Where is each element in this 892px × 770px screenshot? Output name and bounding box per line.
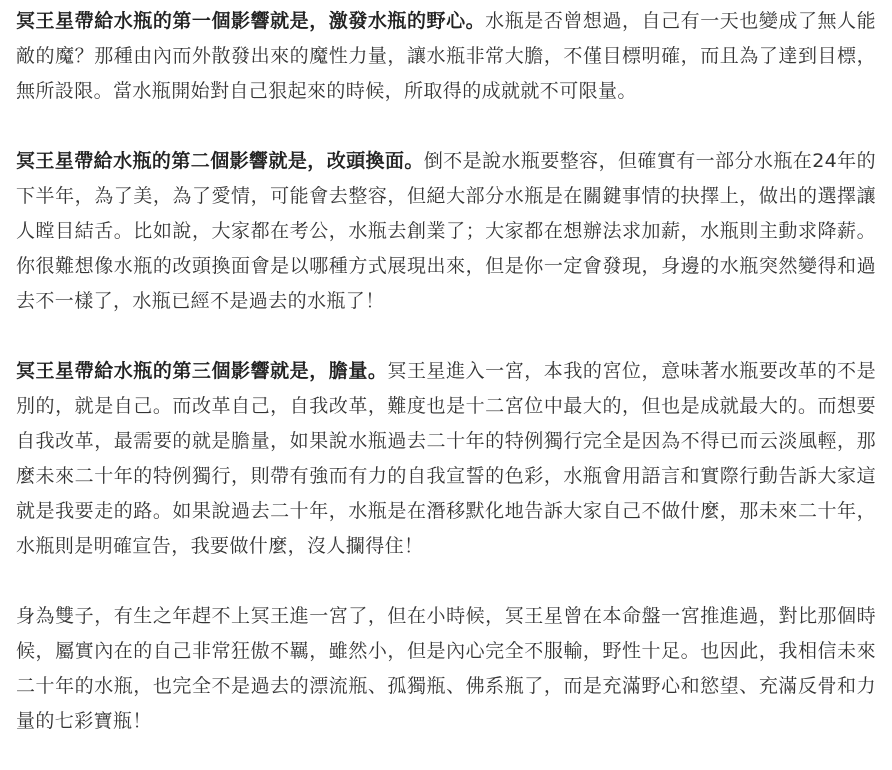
paragraph-text: 身為雙子，有生之年趕不上冥王進一宮了，但在小時候，冥王星曾在本命盤一宮推進過，對比那個時候，屬實內在的自己非常狂傲不羈，雖然小，但是內心完全不服輸，野性十足。也因此，我相信未來二十年的水瓶，也完全不是過去的漂流瓶、孤獨瓶、佛系瓶了，而是充滿野心和慾望、充滿反骨和力量的七彩寶瓶！	[16, 605, 876, 732]
paragraph-first-influence	[16, 4, 876, 109]
paragraph-second-influence	[16, 144, 876, 319]
paragraph-text: 水瓶是否曾想過，自己有一天也變成了無人能敵的魔？那種由內而外散發出來的魔性力量，讓水瓶非常大膽，不僅目標明確，而且為了達到目標，無所設限。當水瓶開始對自己狠起來的時候，所取得的成就就不可限量。	[16, 10, 876, 102]
paragraph-personal-note	[16, 599, 876, 739]
paragraph-third-influence	[16, 354, 876, 564]
paragraph-lead: 冥王星帶給水瓶的第二個影響就是，改頭換面。	[16, 150, 424, 172]
paragraph-text: 冥王星進入一宮，本我的宮位，意味著水瓶要改革的不是別的，就是自己。而改革自己，自我改革，難度也是十二宮位中最大的，但也是成就最大的。而想要自我改革，最需要的就是膽量，如果說水瓶過去二十年的特例獨行完全是因為不得已而云淡風輕，那麼未來二十年的特例獨行，則帶有強而有力的自我宣誓的色彩，水瓶會用語言和實際行動告訴大家這就是我要走的路。如果說過去二十年，水瓶是在潛移默化地告訴大家自己不做什麼，那未來二十年，水瓶則是明確宣告，我要做什麼，沒人攔得住！	[16, 360, 876, 557]
paragraph-text: 倒不是說水瓶要整容，但確實有一部分水瓶在24年的下半年，為了美，為了愛情，可能會去整容，但絕大部分水瓶是在關鍵事情的抉擇上，做出的選擇讓人瞠目結舌。比如說，大家都在考公，水瓶去創業了；大家都在想辦法求加薪，水瓶則主動求降薪。你很難想像水瓶的改頭換面會是以哪種方式展現出來，但是你一定會發現，身邊的水瓶突然變得和過去不一樣了，水瓶已經不是過去的水瓶了！	[16, 150, 877, 312]
paragraph-lead: 冥王星帶給水瓶的第三個影響就是，膽量。	[16, 360, 388, 382]
paragraph-lead: 冥王星帶給水瓶的第一個影響就是，激發水瓶的野心。	[16, 10, 486, 32]
